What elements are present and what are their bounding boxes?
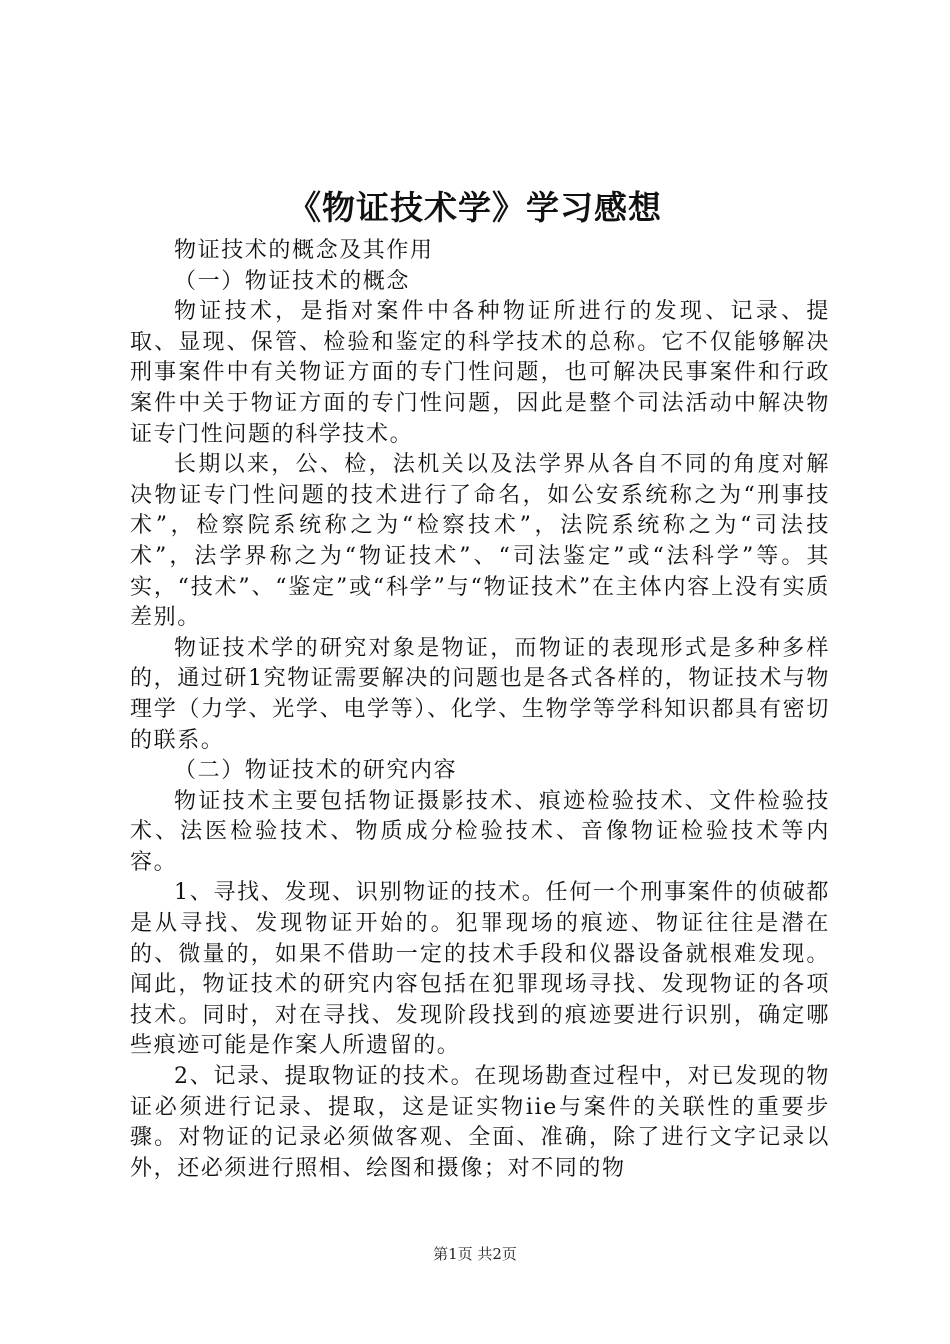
subsection-heading: （二）物证技术的研究内容 [174,758,458,784]
body-paragraph: 物证技术，是指对案件中各种物证所进行的发现、记录、提取、显现、保管、检验和鉴定的科学技术的总称。它不仅能够解决刑事案件中有关物证方面的专门性问题，也可解决民事案件和行政案件中关于物证方面的专门性问题，因此是整个司法活动中解决物证专门性问题的科学技术。 [130,299,830,447]
body-paragraph: 2、记录、提取物证的技术。在现场勘查过程中，对已发现的物证必须进行记录、提取，这是证实物iie与案件的关联性的重要步骤。对物证的记录必须做客观、全面、准确，除了进行文字记录以外，还必须进行照相、绘图和摄像；对不同的物 [130,1064,830,1181]
section-heading: 物证技术的概念及其作用 [174,238,434,263]
body-paragraph: 1、寻找、发现、识别物证的技术。任何一个刑事案件的侦破都是从寻找、发现物证开始的。犯罪现场的痕迹、物证往往是潜在的、微量的，如果不借助一定的技术手段和仪器设备就根难发现。闻此，物证技术的研究内容包括在犯罪现场寻找、发现物证的各项技术。同时，对在寻找、发现阶段找到的痕迹要进行识别，确定哪些痕迹可能是作案人所遗留的。 [130,880,830,1059]
document-body [130,236,830,1184]
body-paragraph: 物证技术学的研究对象是物证，而物证的表现形式是多种多样的，通过研1究物证需要解决的问题也是各式各样的，物证技术与物理学（力学、光学、电学等）、化学、生物学等学科知识都具有密切的联系。 [130,635,830,753]
page-number-footer: 第1页 共2页 [433,1245,517,1263]
body-paragraph: 物证技术主要包括物证摄影技术、痕迹检验技术、文件检验技术、法医检验技术、物质成分检验技术、音像物证检验技术等内容。 [130,788,830,875]
subsection-heading: （一）物证技术的概念 [174,268,411,294]
document-title: 《物证技术学》学习感想 [288,188,662,227]
body-paragraph: 长期以来，公、检，法机关以及法学界从各自不同的角度对解决物证专门性问题的技术进行了命名，如公安系统称之为“刑事技术”，检察院系统称之为“检察技术”，法院系统称之为“司法技术”，法学界称之为“物证技术”、“司法鉴定”或“法科学”等。其实，“技术”、“鉴定”或“科学”与“物证技术”在主体内容上没有实质差别。 [130,452,830,631]
